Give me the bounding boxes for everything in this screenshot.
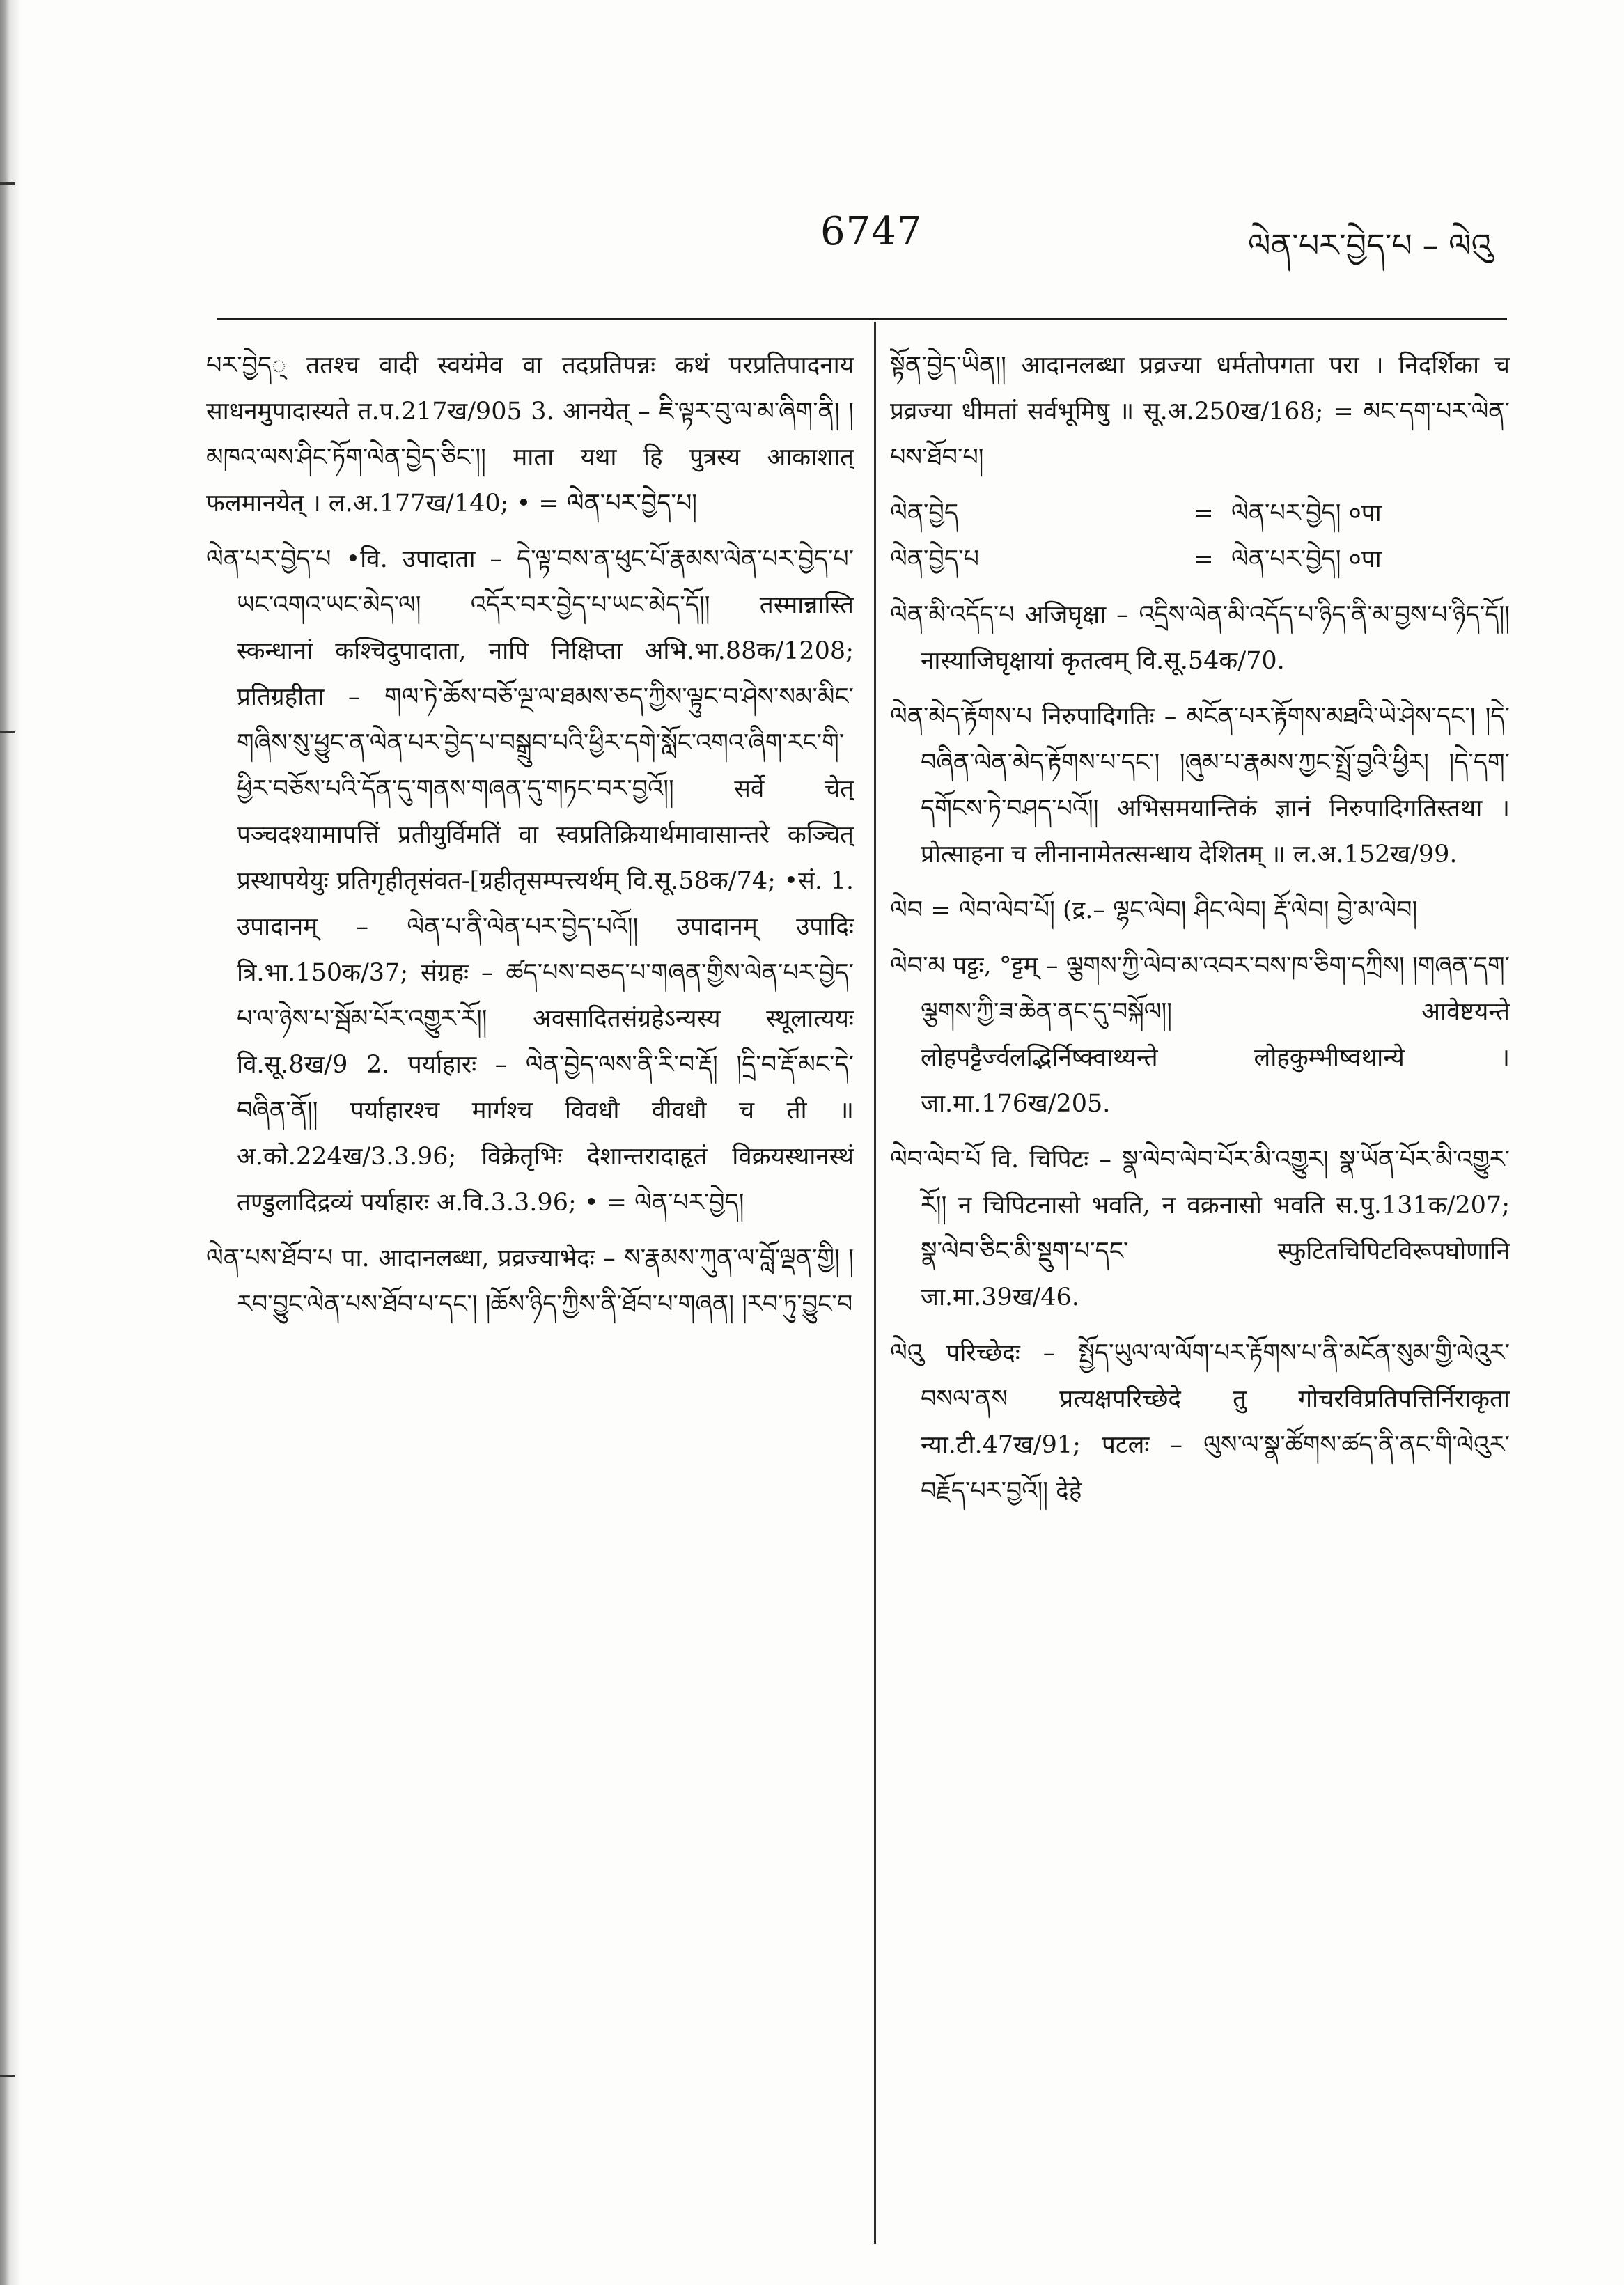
running-head: ལེན་པར་བྱེད་པ – ལེའུ: [1248, 226, 1492, 264]
dictionary-entry: ལེབ་མ पट्टः, °ट्टम् – ལྕགས་ཀྱི་ལེབ་མ་འབར་བས་ཁ་ཅིག་དཀྲིས། །གཞན་དག་ལྕགས་ཀྱི་ཟ་ཆེན་ནང་དུ་བསྐོལ།། आवेष्टयन्ते लोहपट्टैर्ज्वलद्भिर्निष्क्वाथ्यन्ते लोहकुम्भीष्वथान्ये । जा.मा.176ख/205.: [890, 952, 1510, 1118]
right-column: [890, 343, 1510, 2251]
cross-reference-row: [890, 490, 1510, 536]
dictionary-entry: ལེབ་ལེབ་པོ वि. चिपिटः – སྣ་ལེབ་ལེབ་པོར་མི་འགྱུར། སྣ་ཡོན་པོར་མི་འགྱུར་རོ།། न चिपिटनासो भवति, न वक्रनासो भवति स.पु.131क/207; སྣ་ལེབ་ཅིང་མི་སྡུག་པ་དང་ स्फुटितचिपिटविरूपघोणानि जा.मा.39ख/46.: [890, 1146, 1510, 1311]
binding-mark: [0, 2075, 15, 2077]
cross-reference-term: ལེན་བྱེད: [890, 499, 959, 527]
book-binding-edge: [0, 0, 21, 2285]
binding-mark: [0, 182, 15, 185]
binding-mark: [0, 731, 15, 733]
dictionary-entry: ལེན་པར་བྱེད་པ •वि. उपादाता – དེ་ལྟ་བས་ན་ཕུང་པོ་རྣམས་ལེན་པར་བྱེད་པ་ཡང་འགའ་ཡང་མེད་ལ། འདོར་བར་བྱེད་པ་ཡང་མེད་དོ།། तस्मान्नास्ति स्कन्धानां कश्चिदुपादाता, नापि निक्षिप्ता अभि.भा.88क/1208; प्रतिग्रहीता – གལ་ཏེ་ཆོས་བཅོ་ལྔ་ལ་ཐམས་ཅད་ཀྱིས་ལྟུང་བ་ཤེས་སམ་མིང་གཞིས་སུ་ཕྱུང་ན་ལེན་པར་བྱེད་པ་བསྒྲུབ་པའི་ཕྱིར་དགེ་སློང་འགའ་ཞིག་རང་གི་ཕྱིར་བཅོས་པའི་དོན་དུ་གནས་གཞན་དུ་གཏང་བར་བྱའོ།། सर्वे चेत् पञ्चदश्यामापत्तिं प्रतीयुर्विमतिं वा स्वप्रतिक्रियार्थमावासान्तरे कञ्चित् प्रस्थापयेयुः प्रतिगृहीतृसंवत-[ग्रहीतृसम्पत्त्यर्थम् वि.सू.58क/74; •सं. 1. उपादानम् – ལེན་པ་ནི་ལེན་པར་བྱེད་པའོ།། उपादानम् उपादिः त्रि.भा.150क/37; संग्रहः – ཚད་པས་བཅད་པ་གཞན་གྱིས་ལེན་པར་བྱེད་པ་ལ་ཉེས་པ་སྦོམ་པོར་འགྱུར་རོ།། अवसादितसंग्रहेऽन्यस्य स्थूलात्ययः वि.सू.8ख/9 2. पर्याहारः – ལེན་བྱེད་ལས་ནི་རི་བ་རྡོ། །དྲི་བ་རྡོ་མང་དེ་བཞིན་ནོ།། पर्याहारश्च मार्गश्च विवधौ वीवधौ च ती ॥ अ.को.224ख/3.3.96; विक्रेतृभिः देशान्तरादाहृतं विक्रयस्थानस्थं तण्डुलादिद्रव्यं पर्याहारः अ.वि.3.3.96; • = ལེན་པར་བྱེད།: [206, 545, 854, 1217]
header-rule: [217, 318, 1507, 320]
dictionary-entry: སྟོན་བྱེད་ཡིན།། आदानलब्धा प्रव्रज्या धर्मतोपगता परा । निदर्शिका च प्रव्रज्या धीमतां सर्वभूमिषु ॥ सू.अ.250ख/168; = མང་དག་པར་ལེན་པས་ཐོབ་པ།: [890, 352, 1510, 471]
equals-sign: =: [1193, 545, 1214, 573]
cross-reference-target: ལེན་པར་བྱེད། ०पा: [1231, 545, 1382, 573]
dictionary-entry: ལེན་པས་ཐོབ་པ पा. आदानलब्धा, प्रव्रज्याभेदः – ས་རྣམས་ཀུན་ལ་བློ་ལྡན་གྱི། །རབ་བྱུང་ལེན་པས་ཐོབ་པ་དང་། །ཆོས་ཉིད་ཀྱིས་ནི་ཐོབ་པ་གཞན། །རབ་ཏུ་བྱུང་བ: [206, 1245, 854, 1318]
equals-sign: =: [1193, 499, 1214, 527]
dictionary-entry: ལེན་མེད་རྟོགས་པ निरुपादिगतिः – མངོན་པར་རྟོགས་མཐའི་ཡེ་ཤེས་དང་། །དེ་བཞིན་ལེན་མེད་རྟོགས་པ་དང་། །ཞུམ་པ་རྣམས་ཀྱང་སྤྲོ་བྱའི་ཕྱིར། །དེ་དག་དགོངས་ཏེ་བཤད་པའོ།། अभिसमयान्तिकं ज्ञानं निरुपादिगतिस्तथा । प्रोत्साहना च लीनानामेतत्सन्धाय देशितम् ॥ ल.अ.152ख/99.: [890, 703, 1510, 868]
cross-reference-target: ལེན་པར་བྱེད། ०पा: [1231, 499, 1382, 527]
dictionary-entry: ལེན་མི་འདོད་པ अजिघृक्षा – འདྲིས་ལེན་མི་འདོད་པ་ཉིད་ནི་མ་བྱས་པ་ཉིད་དོ།། नास्याजिघृक्षायां कृतत्वम् वि.सू.54क/70.: [890, 601, 1510, 675]
cross-reference-term: ལེན་བྱེད་པ: [890, 545, 979, 573]
page-number: 6747: [820, 209, 923, 254]
cross-reference-row: [890, 536, 1510, 582]
left-column: [206, 343, 854, 2251]
column-divider: [874, 322, 876, 2244]
dictionary-entry: ལེའུ परिच्छेदः – སྤྱོད་ཡུལ་ལ་ལོག་པར་རྟོགས་པ་ནི་མངོན་སུམ་གྱི་ལེའུར་བསལ་ནས प्रत्यक्षपरिच्छेदे तु गोचरविप्रतिपत्तिर्निराकृता न्या.टी.47ख/91; पटलः – ལུས་ལ་སྣ་ཚོགས་ཚད་ནི་ནང་གི་ལེའུར་བརྗོད་པར་བྱའོ།། देहे: [890, 1339, 1510, 1505]
dictionary-entry: ལེབ = ལེབ་ལེབ་པོ། (द्र.– ལྷང་ལེབ། ཤིང་ལེབ། རྡོ་ལེབ། བྱེ་མ་ལེབ།: [890, 896, 1418, 924]
dictionary-entry: པར་བྱེད् ततश्च वादी स्वयंमेव वा तदप्रतिपन्नः कथं परप्रतिपादनाय साधनमुपादास्यते त.प.217ख/905 3. आनयेत् – ཇི་ལྟར་བུ་ལ་མ་ཞིག་ནི། །མཁའ་ལས་ཤིང་ཏོག་ལེན་བྱེད་ཅིང་།། माता यथा हि पुत्रस्य आकाशात् फलमानयेत् । ल.अ.177ख/140; • = ལེན་པར་བྱེད་པ།: [206, 352, 854, 517]
